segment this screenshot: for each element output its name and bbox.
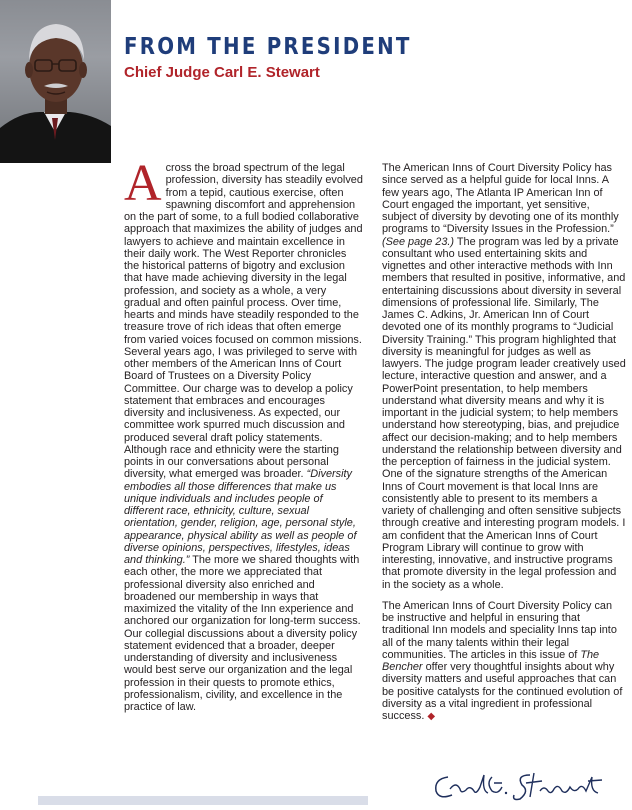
article-paragraph	[124, 155, 364, 713]
section-title: FROM THE PRESIDENT	[124, 34, 412, 60]
paragraph-text: cross the broad spectrum of the legal profession, diversity has steadily evolved from a tepid, cautious exercise, often spawning discomfort and apprehension on the part of some, to a full bodied collaborative approach that maximizes the ability of judges and lawyers to achieve and maintain excellence in their daily work. The West Reporter chronicles the historical patterns of bigotry and exclusion that have made achieving diversity in the legal profession, and society as a whole, a very gradual and often painful process. Over time, hearts and minds have steadily responded to the treasure trove of rich ideas that often emerge from varied voices focused on common missions. Several years ago, I was privileged to serve with other members of the American Inns of Court Board of Trustees on a Diversity Policy Committee. Our charge was to develop a policy statement that embraces and encourages diversity and inclusiveness. As expected, our committee work spurred much discussion and produced several draft policy statements. Although race and ethnicity were the starting points in our conversations about personal diversity, what emerged was broader.	[124, 162, 363, 481]
footer-decorative-bar	[38, 796, 368, 805]
author-byline: Chief Judge Carl E. Stewart	[124, 64, 320, 81]
diversity-definition-quote: “Diversity embodies all those differences that make us unique individuals and includes people of different race, ethnicity, culture, sexual orientation, gender, religion, age, personal style, appearance, physical ability as well as people of diverse opinions, perspectives, lifestyles, ideas and thinking.”	[124, 468, 357, 566]
article-paragraph	[382, 162, 626, 591]
signature	[430, 765, 620, 805]
paragraph-text: The program was led by a private consultant who used entertaining skits and vignettes and other interactive methods with Inn members that resulted in positive, informative, and entertaining discussions about diversity in several dimensions of professional life. Similarly, The James C. Adkins, Jr. American Inn of Court devoted one of its monthly programs to “Judicial Diversity Training.” This program highlighted that diversity is meaningful for judges as well as lawyers. The judge program leader creatively used lecture, interactive question and answer, and a PowerPoint presentation, to help members understand what diversity means and why it is important in the judicial system; to help members understand how stereotyping, bias, and prejudice affect our decision-making; and to help members understand the relationship between diversity and the perception of fairness in the judicial system. One of the signature strengths of the American Inns of Court movement is that local Inns are consistently able to present to its members a variety of challenging and often sensitive subjects through creative and interesting program models. I am confident that the American Inns of Court Program Library will continue to grow with interesting, innovative, and instructive programs that promote diversity in the legal profession and in the society as a whole.	[382, 235, 626, 591]
page-reference: (See page 23.)	[382, 235, 455, 248]
article-column-left	[124, 155, 364, 722]
paragraph-text: The American Inns of Court Diversity Policy can be instructive and helpful in ensuring that traditional Inn models and speciality Inns tap into all of the many talents within their legal communities. The articles in this issue of	[382, 599, 617, 661]
paragraph-text: The more we shared thoughts with each other, the more we appreciated that professional diversity also enriched and broadened our membership in ways that maximized the vitality of the Inn experience and anchored our organization for long-term success. Our collegial discussions about a diversity policy statement evidenced that a broader, deeper understanding of diversity and inclusiveness would best serve our organization and the legal profession in their quests to promote ethics, professionalism, civility, and excellence in the practice of law.	[124, 554, 361, 713]
paragraph-text: offer very thoughtful insights about why diversity matters and useful approaches that can be positive catalysts for the continued evolution of diversity as a vital ingredient in professional success.	[382, 661, 623, 722]
article-paragraph	[382, 600, 626, 724]
drop-cap: A	[124, 155, 162, 212]
publication-name: The Bencher	[382, 648, 600, 673]
end-mark-icon: ◆	[427, 711, 436, 722]
president-portrait-photo	[0, 0, 111, 163]
paragraph-text: The American Inns of Court Diversity Policy has since served as a helpful guide for local Inns. A few years ago, The Atlanta IP American Inn of Court engaged the important, yet sensitive, subject of diversity by devoting one of its monthly programs to “Diversity Issues in the Profession.”	[382, 162, 619, 236]
article-column-right	[382, 162, 626, 732]
